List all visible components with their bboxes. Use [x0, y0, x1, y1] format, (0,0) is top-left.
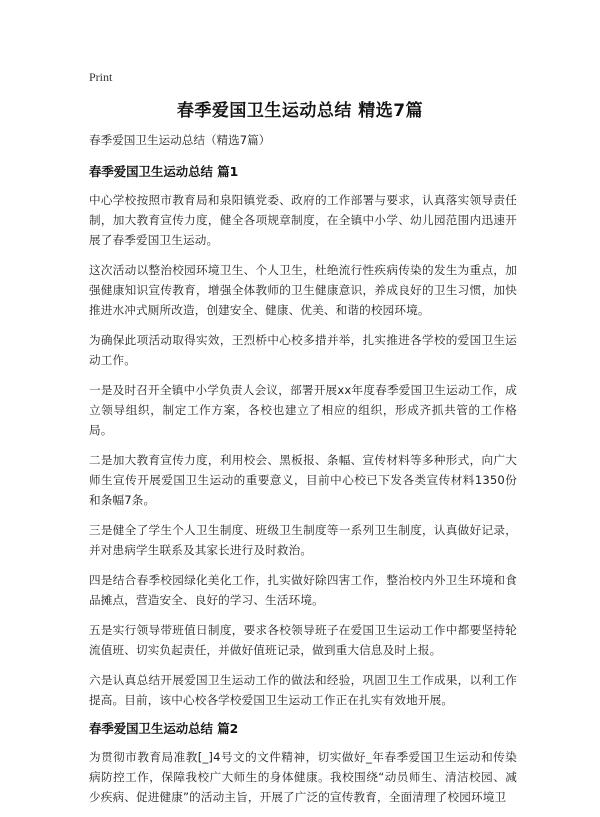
paragraph: 一是及时召开全镇中小学负责人会议，部署开展xx年度春季爱国卫生运动工作，成立领导组织，制定工作方案，各校也建立了相应的组织，形成齐抓共管的工作格局。 — [89, 383, 517, 437]
article-body — [89, 132, 517, 817]
paragraph: 二是加大教育宣传力度，利用校会、黑板报、条幅、宣传材料等多种形式，向广大师生宣传开展爱国卫生运动的重要意义，目前中心校已下发各类宣传材料1350份和条幅7条。 — [89, 453, 517, 507]
paragraph: 为贯彻市教育局准教[_]4号文的文件精神，切实做好_年春季爱国卫生运动和传染病防控工作，保障我校广大师生的身体健康。我校围绕“动员师生、清洁校园、减少疾病、促进健康”的活动主旨，开展了广泛的宣传教育，全面清理了校园环境卫 — [89, 750, 517, 804]
section-heading-2: 春季爱国卫生运动总结 篇2 — [89, 721, 239, 736]
paragraph: 四是结合春季校园绿化美化工作，扎实做好除四害工作，整治校内外卫生环境和食品摊点，营造安全、良好的学习、生活环境。 — [89, 573, 517, 607]
paragraph: 中心学校按照市教育局和泉阳镇党委、政府的工作部署与要求，认真落实领导责任制，加大教育宣传力度，健全各项规章制度，在全镇中小学、幼儿园范围内迅速开展了春季爱国卫生运动。 — [89, 193, 517, 247]
paragraph: 三是健全了学生个人卫生制度、班级卫生制度等一系列卫生制度，认真做好记录，并对患病学生联系及其家长进行及时救治。 — [89, 523, 517, 557]
section-heading-1: 春季爱国卫生运动总结 篇1 — [89, 164, 239, 179]
paragraph: 为确保此项活动取得实效，王烈桥中心校多措并举，扎实推进各学校的爱国卫生运动工作。 — [89, 333, 517, 367]
page-title: 春季爱国卫生运动总结 精选7篇 — [176, 101, 424, 121]
paragraph: 五是实行领导带班值日制度，要求各校领导班子在爱国卫生运动工作中都要坚持轮流值班、切实负起责任，并做好值班记录，做到重大信息及时上报。 — [89, 623, 517, 657]
print-link[interactable]: Print — [89, 70, 113, 84]
paragraph: 这次活动以整治校园环境卫生、个人卫生，杜绝流行性疾病传染的发生为重点，加强健康知识宣传教育，增强全体教师的卫生健康意识，养成良好的卫生习惯，加快推进水冲式厕所改造，创建安全、健康、优美、和谐的校园环境。 — [89, 263, 517, 317]
paragraph: 六是认真总结开展爱国卫生运动工作的做法和经验，巩固卫生工作成果，以利工作提高。目前，该中心校各学校爱国卫生运动工作正在扎实有效地开展。 — [89, 673, 517, 707]
article-subtitle: 春季爱国卫生运动总结（精选7篇） — [89, 133, 271, 147]
